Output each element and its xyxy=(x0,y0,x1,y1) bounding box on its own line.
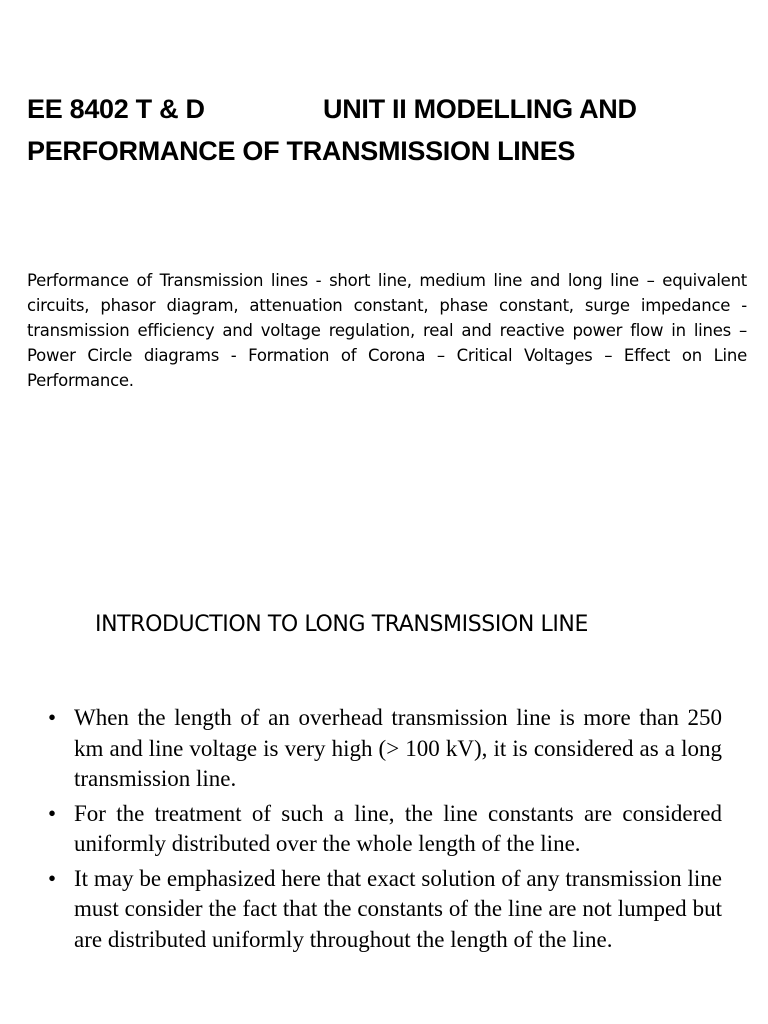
section-heading: INTRODUCTION TO LONG TRANSMISSION LINE xyxy=(95,612,588,637)
bullet-marker: • xyxy=(48,705,57,730)
bullet-item xyxy=(48,799,722,860)
bullet-text: For the treatment of such a line, the line constants are considered uniformly distributed over the whole length of the line. xyxy=(74,800,722,856)
unit-title-line1: UNIT II MODELLING AND xyxy=(323,94,637,124)
bullet-marker: • xyxy=(48,800,57,826)
bullet-text: It may be emphasized here that exact solution of any transmission line must consider the fact that the constants of the line are not lumped but are distributed uniformly throughout the length of the line. xyxy=(74,865,722,952)
bullet-list xyxy=(48,703,722,959)
bullet-item xyxy=(48,703,722,795)
bullet-marker: • xyxy=(48,865,57,891)
syllabus-paragraph: Performance of Transmission lines - short line, medium line and long line – equivalent circuits, phasor diagram, attenuation constant, phase constant, surge impedance - transmission efficiency and voltage regulation, real and reactive power flow in lines – Power Circle diagrams - Formation of Corona – Critical Voltages – Effect on Line Performance. xyxy=(27,270,747,391)
course-code: EE 8402 T & D xyxy=(27,94,205,124)
bullet-item xyxy=(48,864,722,956)
unit-title-line2: PERFORMANCE OF TRANSMISSION LINES xyxy=(27,136,576,166)
page-title xyxy=(27,88,747,172)
bullet-text: When the length of an overhead transmission line is more than 250 km and line voltage is very high (> 100 kV), it is considered as a long transmission line. xyxy=(74,705,722,791)
